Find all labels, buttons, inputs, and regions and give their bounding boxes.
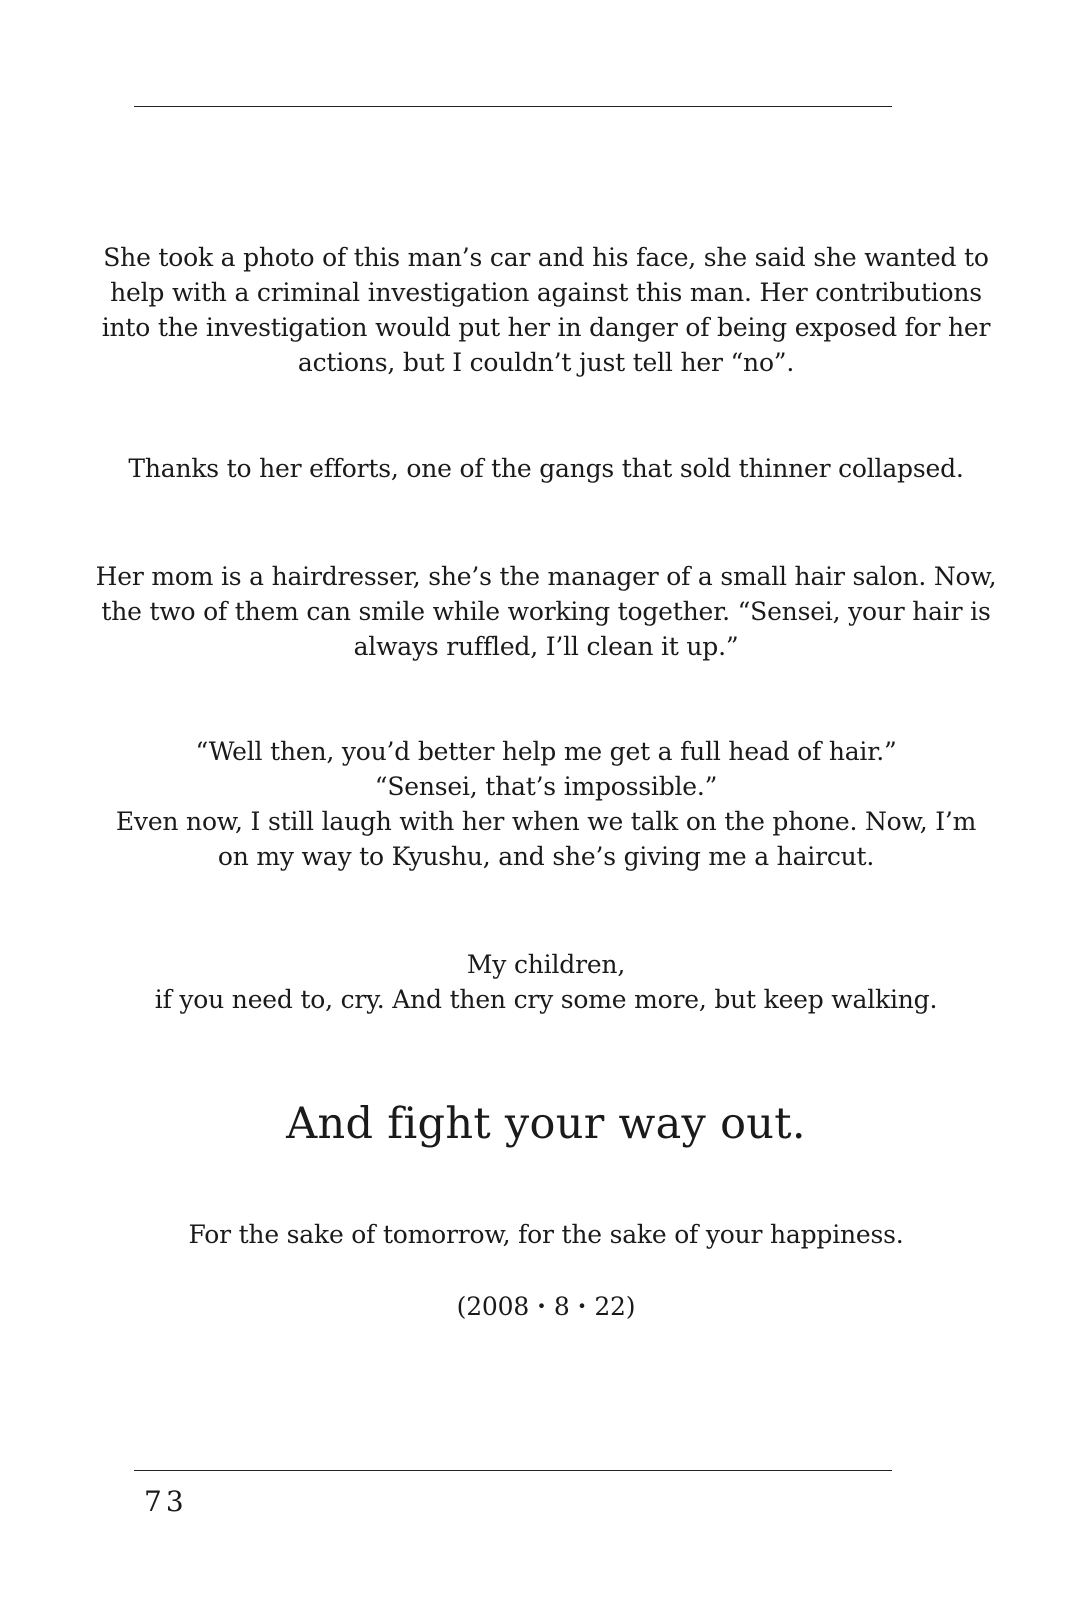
text-line: Her mom is a hairdresser, she’s the manager of a small hair salon. Now, [95,562,997,591]
text-line: into the investigation would put her in danger of being exposed for her [101,313,991,342]
text-line: She took a photo of this man’s car and his face, she said she wanted to [103,243,989,272]
text-line: “Sensei, that’s impossible.” [374,772,718,801]
date: (2008・8・22) [456,1292,636,1321]
page-number: 73 [144,1485,188,1518]
text-line: Even now, I still laugh with her when we talk on the phone. Now, I’m [115,807,977,836]
paragraph-my-children [80,947,1012,1017]
top-rule [134,106,892,107]
closing-line: For the sake of tomorrow, for the sake of your happiness. [188,1220,904,1249]
paragraph-photo-investigation [80,240,1012,380]
paragraph-haircut-dialogue [80,734,1012,874]
text-line: help with a criminal investigation against this man. Her contributions [110,278,982,307]
bottom-rule [134,1470,892,1471]
text-line: on my way to Kyushu, and she’s giving me a haircut. [217,842,875,871]
text-line: the two of them can smile while working together. “Sensei, your hair is [101,597,991,626]
text-line: “Well then, you’d better help me get a full head of hair.” [195,737,897,766]
text-line: Thanks to her efforts, one of the gangs that sold thinner collapsed. [128,454,964,483]
paragraph-hair-salon [80,559,1012,664]
text-line: always ruffled, I’ll clean it up.” [353,632,739,661]
headline: And fight your way out. [286,1099,806,1149]
text-line: if you need to, cry. And then cry some more, but keep walking. [154,985,938,1014]
paragraph-gang-collapsed [80,451,1012,486]
text-line: My children, [466,950,626,979]
text-line: actions, but I couldn’t just tell her “no”. [297,348,795,377]
